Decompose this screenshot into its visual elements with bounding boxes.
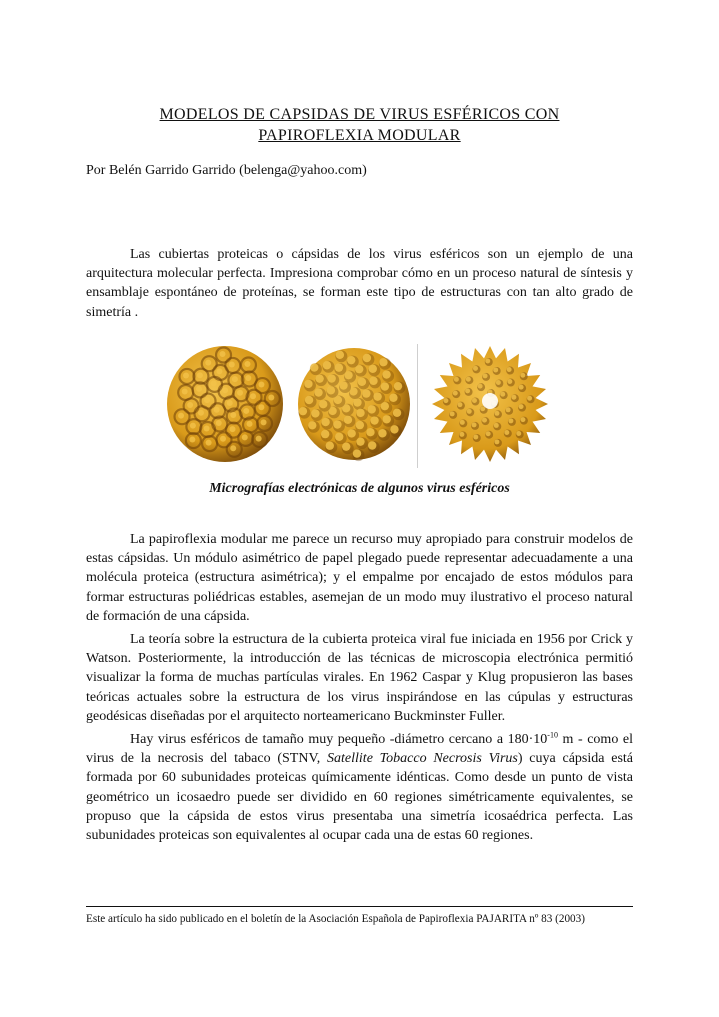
paragraph-papiroflexia [86,530,633,626]
p4-exponent: -10 [547,730,558,740]
title-line-2: PAPIROFLEXIA MODULAR [258,127,461,144]
paragraph-teoria [86,630,633,726]
paragraph-virus-pequenos [86,730,633,845]
footer-rule [86,906,633,908]
p4-text-c: ) cuya cápsida está formada por 60 subunidades proteicas químicamente idénticas. Como desde un punto de vista geométrico un icosaedro puede ser dividido en 60 regiones simétricamente equivalentes, se propuso que la cápsida de estos virus presentaba una simetría icosaédrica perfecta. Las subunidades proteicas son equivalentes al ocupar cada una de estas 60 regiones. [86,751,633,844]
footer-note: Este artículo ha sido publicado en el boletín de la Asociación Española de Papiroflexia PAJARITA nº 83 (2003) [86,913,585,925]
intro-paragraph [86,245,633,322]
p4-virus-name: Satellite Tobacco Necrosis Virus [327,751,518,767]
title-line-1: MODELOS DE CAPSIDAS DE VIRUS ESFÉRICOS CON [159,106,560,123]
page-title [0,104,719,146]
figure-divider [417,344,418,468]
intro-text: Las cubiertas proteicas o cápsidas de los virus esféricos son un ejemplo de una arquitectura molecular perfecta. Impresiona comprobar cómo en un proceso natural de síntesis y ensamblaje espontáneo de proteínas, se forman este tipo de estructuras con tan alto grado de simetría . [86,247,633,320]
virus-micrograph-2 [295,341,413,467]
p4-text-b: m - como el virus de la necrosis del tabaco (STNV, [86,732,633,767]
paragraph-teoria-text: La teoría sobre la estructura de la cubierta proteica viral fue iniciada en 1956 por Crick y Watson. Posteriormente, la introducción de las técnicas de microscopia electrónica permitió visualizar la forma de muchas partículas virales. En 1962 Caspar y Klug propusieron las bases teóricas actuales sobre la estructura de los virus inspirándose en las cúpulas y estructuras geodésicas diseñadas por el arquitecto norteamericano Buckminster Fuller. [86,632,633,724]
virus-micrograph-3 [428,341,552,467]
figure-caption: Micrografías electrónicas de algunos virus esféricos [209,481,510,496]
p4-text-a: Hay virus esféricos de tamaño muy pequeño -diámetro cercano a 180·10 [130,732,548,747]
virus-micrograph-1 [164,341,286,467]
paragraph-papiroflexia-text: La papiroflexia modular me parece un recurso muy apropiado para construir modelos de estas cápsidas. Un módulo asimétrico de papel plegado puede representar adecuadamente a una molécula proteica (estructura asimétrica); y el empalme por encajado de estos módulos para formar estructuras poliédricas estables, asemejan de un modo muy ilustrativo el proceso natural de formación de una cápsida. [86,532,633,624]
author-byline: Por Belén Garrido Garrido (belenga@yahoo.com) [86,163,367,178]
virus-micrographs-figure [0,341,719,467]
